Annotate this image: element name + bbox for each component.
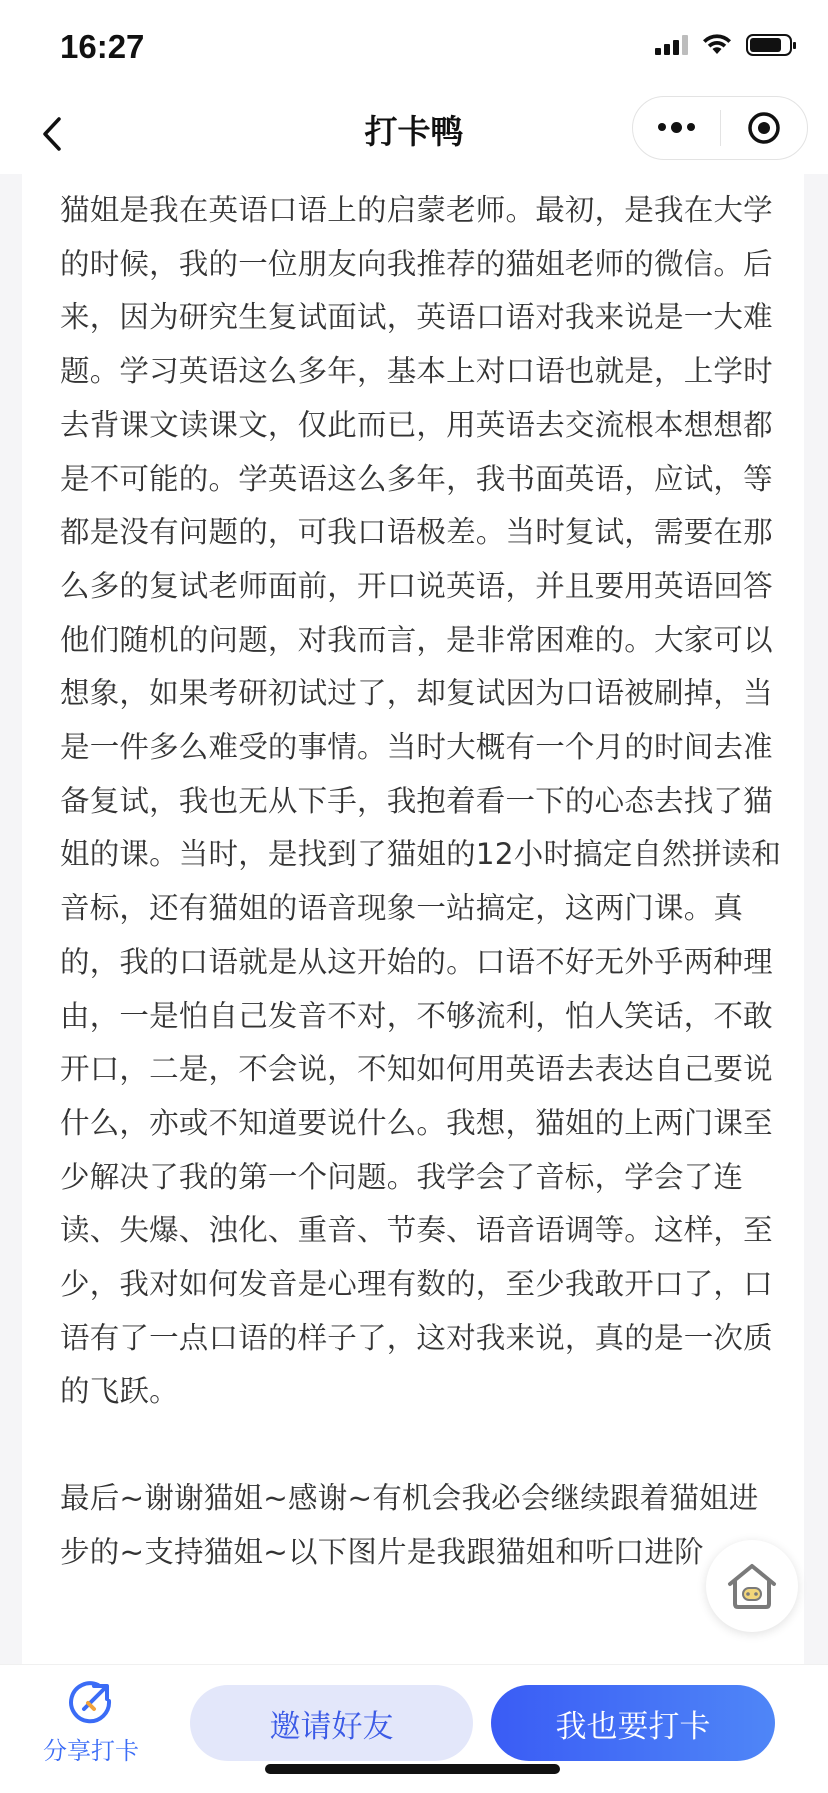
share-checkin-button[interactable] [36,1679,146,1779]
target-circle-icon [747,111,781,145]
share-arrow-icon [68,1679,114,1725]
status-time: 16:27 [60,28,145,65]
page-title: 打卡鸭 [364,112,464,151]
status-bar [0,0,828,92]
more-dots-icon [658,123,695,133]
status-icons [655,34,792,56]
nav-bar [0,92,828,174]
close-button[interactable] [721,97,808,159]
home-indicator [265,1764,560,1774]
mini-program-capsule [632,96,808,160]
article-body [60,184,784,1580]
cellular-signal-icon [655,35,688,55]
wifi-icon [702,34,732,56]
home-button[interactable] [706,1540,798,1632]
share-checkin-label: 分享打卡 [43,1737,139,1765]
article-paragraph: 猫姐是我在英语口语上的启蒙老师。最初，是我在大学的时候，我的一位朋友向我推荐的猫姐老师的微信。后来，因为研究生复试面试，英语口语对我来说是一大难题。学习英语这么多年，基本上对口语也就是，上学时去背课文读课文，仅此而已，用英语去交流根本想想都是不可能的。学英语这么多年，我书面英语，应试，等都是没有问题的，可我口语极差。当时复试，需要在那么多的复试老师面前，开口说英语，并且要用英语回答他们随机的问题，对我而言，是非常困难的。大家可以想象，如果考研初试过了，却复试因为口语被刷掉，当是一件多么难受的事情。当时大概有一个月的时间去准备复试，我也无从下手，我抱着看一下的心态去找了猫姐的课。当时，是找到了猫姐的12小时搞定自然拼读和音标，还有猫姐的语音现象一站搞定，这两门课。真的，我的口语就是从这开始的。口语不好无外乎两种理由，一是怕自己发音不对，不够流利，怕人笑话，不敢开口，二是，不会说，不知如何用英语去表达自己要说什么，亦或不知道要说什么。我想，猫姐的上两门课至少解决了我的第一个问题。我学会了音标，学会了连读、失爆、浊化、重音、节奏、语音语调等。这样，至少，我对如何发音是心理有数的，至少我敢开口了，口语有了一点口语的样子了，这对我来说，真的是一次质的飞跃。 [60,193,782,1409]
content-area[interactable] [0,174,828,1664]
more-button[interactable] [633,97,720,159]
article-paragraph: 最后~谢谢猫姐~感谢~有机会我必会继续跟着猫姐进步的~支持猫姐~以下图片是我跟猫姐和听口进阶 [60,1481,759,1569]
post-card [22,174,804,1664]
battery-level [750,38,781,52]
battery-icon [746,34,792,56]
checkin-button[interactable]: 我也要打卡 [491,1685,775,1761]
invite-friends-button[interactable]: 邀请好友 [190,1685,473,1761]
home-icon [724,1560,780,1612]
